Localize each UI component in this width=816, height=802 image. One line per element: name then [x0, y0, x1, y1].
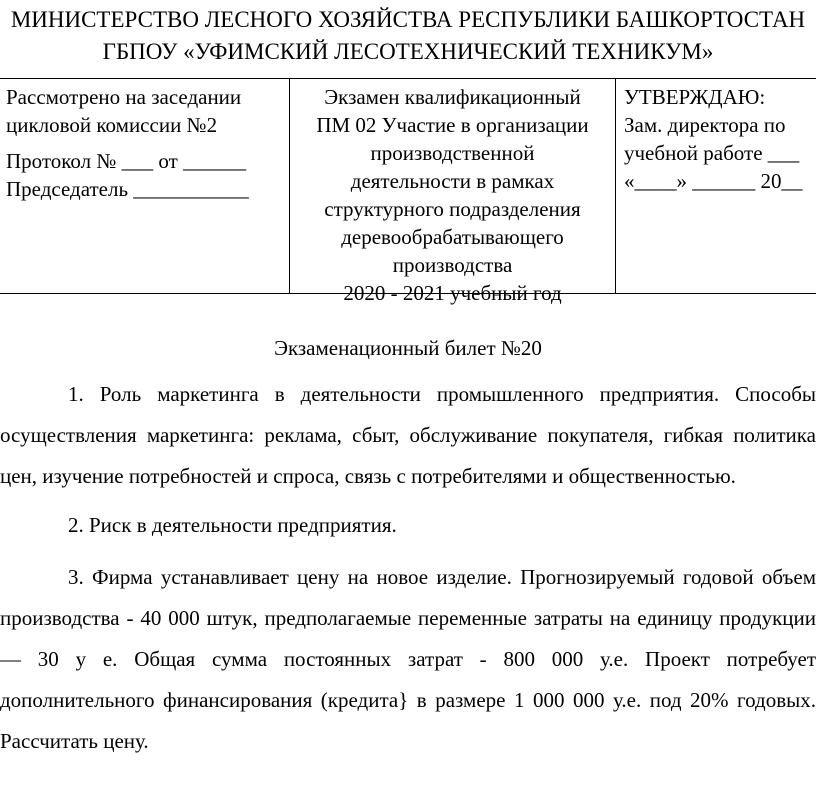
exam-info-cell — [290, 79, 616, 305]
deputy-director-line2: учебной работе ___ — [624, 141, 800, 165]
exam-line1: Экзамен квалификационный — [324, 85, 581, 109]
exam-line2: ПМ 02 Участие в организации — [316, 113, 589, 137]
exam-line4: деятельности в рамках — [350, 169, 555, 193]
question-1: 1. Роль маркетинга в деятельности промышленного предприятия. Способы осуществления маркетинга: реклама, сбыт, обслуживание покупателя, гибкая политика цен, изучение потребностей и спроса, связь с потребителями и общественностью. — [0, 382, 816, 488]
reviewed-text-line2: цикловой комиссии №2 — [6, 113, 218, 137]
exam-line7: производства — [392, 253, 513, 277]
protocol-line: Протокол № ___ от ______ — [6, 149, 247, 173]
document-header — [0, 4, 816, 68]
approval-date-line: «____» ______ 20__ — [624, 169, 803, 193]
chairman-line: Председатель ___________ — [6, 177, 249, 201]
question-3: 3. Фирма устанавливает цену на новое изделие. Прогнозируемый годовой объем производства - 40 000 штук, предполагаемые переменные затраты на единицу продукции — 30 у е. Общая сумма постоянных затрат - 800 000 у.е. Проект потребует дополнительного финансирования (кредита} в размере 1 000 000 у.е. под 20% годовых. Рассчитать цену. — [0, 565, 816, 753]
approval-cell — [616, 79, 816, 293]
exam-line3: производственной — [370, 141, 535, 165]
academic-year: 2020 - 2021 учебный год — [343, 281, 562, 305]
deputy-director-line1: Зам. директора по — [624, 113, 786, 137]
question-2: 2. Риск в деятельности предприятия. — [68, 513, 397, 537]
exam-line6: деревообрабатывающего — [341, 225, 564, 249]
ticket-questions — [0, 374, 816, 772]
commission-cell — [0, 79, 290, 293]
exam-line5: структурного подразделения — [324, 197, 581, 221]
reviewed-text-line1: Рассмотрено на заседании — [6, 85, 242, 109]
approve-heading: УТВЕРЖДАЮ: — [624, 85, 766, 109]
ticket-title: Экзаменационный билет №20 — [274, 336, 542, 360]
institution-name: ГБПОУ «УФИМСКИЙ ЛЕСОТЕХНИЧЕСКИЙ ТЕХНИКУМ» — [102, 39, 714, 64]
ministry-name: МИНИСТЕРСТВО ЛЕСНОГО ХОЗЯЙСТВА РЕСПУБЛИКИ БАШКОРТОСТАН — [10, 7, 806, 32]
approval-table — [0, 78, 816, 305]
